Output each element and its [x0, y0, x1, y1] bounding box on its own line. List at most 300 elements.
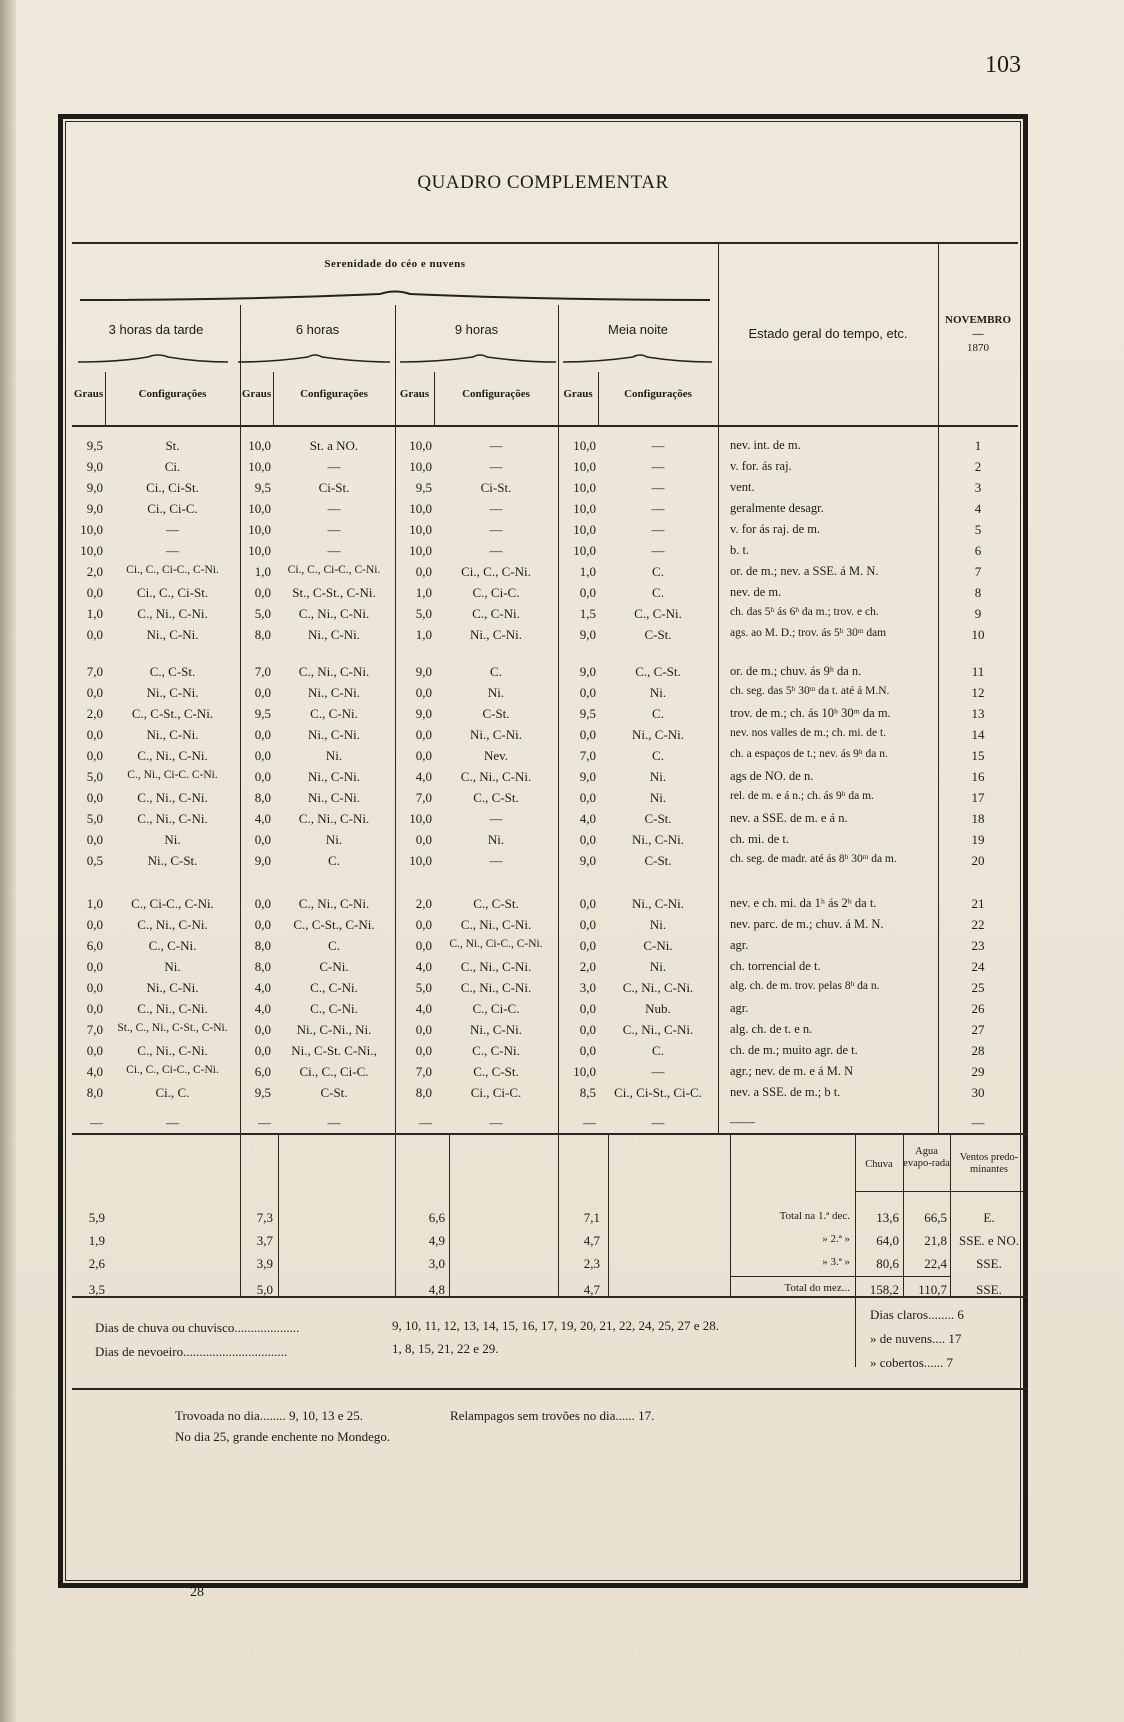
graus-6h: 10,0 — [248, 522, 271, 537]
summary-bottom-line — [72, 1296, 1028, 1298]
config-9h: Ci-St. — [480, 480, 512, 495]
config-3pm: C., Ni., C-Ni. — [137, 748, 208, 763]
graus-9h: 0,0 — [415, 727, 432, 742]
config-9h: C. — [490, 664, 502, 679]
graus-9h: 7,0 — [415, 790, 432, 805]
graus-midnight: 9,0 — [579, 627, 596, 642]
book-binding-edge — [0, 0, 16, 1722]
sum-graus-3pm: 2,6 — [88, 1256, 105, 1271]
graus-6h: 8,0 — [254, 627, 271, 642]
graus-midnight: 9,0 — [579, 853, 596, 868]
estado-geral: nev. a SSE. de m.; b t. — [730, 1085, 841, 1099]
estado-geral: or. de m.; chuv. ás 9ʰ da n. — [730, 664, 862, 678]
day-number: 27 — [971, 1022, 985, 1037]
config-midnight: C-Ni. — [643, 938, 673, 953]
estado-geral: nev. a SSE. de m. e á n. — [730, 811, 848, 825]
config-9h: Ni., C-Ni. — [470, 627, 522, 642]
graus-3pm: 6,0 — [86, 938, 103, 953]
graus-3pm: 5,0 — [86, 769, 103, 784]
graus-3pm: 0,0 — [86, 748, 103, 763]
config-6h: C., Ni., C-Ni. — [298, 896, 370, 911]
config-9h: — — [489, 811, 503, 826]
config-6h: Ni., C-Ni., Ni. — [296, 1022, 372, 1037]
graus-9h: 2,0 — [415, 896, 432, 911]
day-number: 19 — [971, 832, 985, 847]
day-number: 12 — [971, 685, 985, 700]
col-config-4: Configurações — [624, 388, 692, 400]
graus-9h: 4,0 — [415, 1001, 432, 1016]
sum-graus-9h: 4,8 — [428, 1282, 445, 1297]
day-number: 21 — [971, 896, 985, 911]
graus-midnight: 0,0 — [579, 790, 596, 805]
config-6h: Ni., C-Ni. — [308, 769, 360, 784]
config-midnight: — — [651, 480, 665, 495]
serenidade-header: Serenidade do céo e nuvens — [324, 258, 466, 270]
sum-label: » 2.ª » — [822, 1233, 850, 1245]
graus-6h: 4,0 — [254, 980, 271, 995]
graus-6h: 10,0 — [248, 501, 271, 516]
graus-9h: 0,0 — [415, 1022, 432, 1037]
config-3pm: C., Ni., C-Ni. — [137, 606, 208, 621]
config-midnight: C. — [652, 748, 664, 763]
config-9h: — — [489, 543, 503, 558]
config-midnight: C-St. — [644, 853, 672, 868]
graus-3pm: 0,0 — [86, 917, 103, 932]
graus-9h: 1,0 — [415, 585, 432, 600]
graus-6h: 0,0 — [254, 685, 271, 700]
sum-label: » 3.ª » — [822, 1256, 850, 1268]
config-6h: Ni., C-Ni. — [308, 627, 360, 642]
config-3pm: Ni. — [164, 832, 181, 847]
config-6h: C. — [328, 853, 340, 868]
config-3pm: C., Ni., C-Ni. — [137, 1001, 208, 1016]
graus-midnight: 0,0 — [579, 685, 596, 700]
config-midnight: Ci., Ci-St., Ci-C. — [614, 1085, 702, 1100]
day-number: 1 — [974, 438, 982, 453]
graus-3pm: 0,0 — [86, 585, 103, 600]
graus-midnight: — — [583, 1115, 596, 1130]
dias-claros: Dias claros........ 6 — [870, 1307, 964, 1322]
config-midnight: C-St. — [644, 811, 672, 826]
estado-geral: agr. — [730, 1001, 749, 1015]
col-graus-3: Graus — [399, 388, 430, 400]
graus-midnight: 10,0 — [573, 1064, 596, 1079]
config-midnight: — — [651, 459, 665, 474]
sum-graus-6h: 7,3 — [256, 1210, 273, 1225]
sum-divider-2b — [449, 1134, 450, 1296]
config-midnight: Ni. — [649, 790, 667, 805]
config-3pm: — — [166, 522, 179, 537]
estado-geral: trov. de m.; ch. ás 10ʰ 30ᵐ da m. — [730, 706, 891, 720]
sum-graus-6h: 3,9 — [256, 1256, 273, 1271]
sheet-number: 28 — [190, 1585, 204, 1600]
graus-midnight: 0,0 — [579, 938, 596, 953]
dias-chuva-value: 9, 10, 11, 12, 13, 14, 15, 16, 17, 19, 20, 21, 22, 24, 25, 27 e 28. — [392, 1318, 720, 1333]
config-midnight: C. — [652, 564, 664, 579]
graus-3pm: 4,0 — [86, 1064, 103, 1079]
estado-geral: ch. seg. de madr. até ás 8ʰ 30ᵐ da m. — [730, 853, 897, 865]
config-6h: C., Ni., C-Ni. — [298, 811, 370, 826]
serenidade-brace — [80, 288, 710, 302]
graus-6h: 9,5 — [254, 480, 271, 495]
sum-graus-midnight: 4,7 — [583, 1282, 600, 1297]
estado-geral: nev. parc. de m.; chuv. á M. N. — [730, 917, 884, 931]
period-9h: 9 horas — [454, 322, 499, 337]
sum-agua: 21,8 — [924, 1233, 947, 1248]
config-9h: C., C-St. — [473, 790, 519, 805]
period-midnight: Meia noite — [608, 322, 668, 337]
graus-midnight: 4,0 — [579, 811, 596, 826]
day-number: 2 — [974, 459, 982, 474]
graus-6h: 4,0 — [254, 811, 271, 826]
graus-6h: 8,0 — [254, 790, 271, 805]
graus-9h: 0,0 — [415, 685, 432, 700]
sum-graus-6h: 3,7 — [256, 1233, 273, 1248]
config-9h: C., C-St. — [473, 896, 519, 911]
graus-midnight: 0,0 — [579, 585, 596, 600]
graus-9h: 0,0 — [415, 1043, 432, 1058]
graus-9h: 7,0 — [415, 1064, 432, 1079]
config-midnight: Ni. — [649, 917, 667, 932]
config-6h: — — [327, 543, 341, 558]
graus-3pm: 1,0 — [86, 606, 103, 621]
config-9h: C., Ni., C-Ni. — [460, 769, 532, 784]
graus-9h: 10,0 — [409, 853, 432, 868]
graus-3pm: 10,0 — [80, 522, 103, 537]
config-midnight: — — [651, 543, 665, 558]
config-9h: C., Ci-C. — [472, 585, 520, 600]
sum-vento: SSE. e NO. — [959, 1233, 1019, 1248]
day-number: 18 — [971, 811, 985, 826]
config-6h: C., C-Ni. — [310, 980, 358, 995]
title-separator — [72, 242, 1018, 244]
graus-3pm: 0,0 — [86, 832, 103, 847]
config-3pm: Ni., C-Ni. — [146, 727, 199, 742]
config-3pm: Ci., C., Ci-C., C-Ni. — [126, 1064, 219, 1076]
graus-3pm: 9,0 — [86, 459, 103, 474]
graus-9h: 1,0 — [415, 627, 432, 642]
estado-geral: alg. ch. de t. e n. — [730, 1022, 813, 1036]
estado-geral: ch. a espaços de t.; nev. ás 9ʰ da n. — [730, 748, 888, 760]
day-number: 17 — [971, 790, 985, 805]
config-3pm: Ci., C. — [155, 1085, 190, 1100]
estado-geral: agr.; nev. de m. e á M. N — [730, 1064, 854, 1078]
sum-agua: 110,7 — [918, 1282, 947, 1297]
config-6h: Ci-St. — [318, 480, 350, 495]
sum-label: Total do mez... — [784, 1282, 850, 1294]
graus-3pm: 7,0 — [86, 1022, 103, 1037]
col-graus-1: Graus — [73, 388, 104, 400]
config-9h: Nev. — [483, 748, 509, 763]
graus-midnight: 10,0 — [573, 459, 596, 474]
day-number: 5 — [974, 522, 982, 537]
sum-chuva: 13,6 — [876, 1210, 899, 1225]
config-midnight: Ni. — [649, 685, 667, 700]
graus-3pm: 0,0 — [86, 959, 103, 974]
note-trovoada: Trovoada no dia........ 9, 10, 13 e 25. — [175, 1408, 364, 1423]
config-midnight: Ni. — [649, 959, 667, 974]
graus-midnight: 10,0 — [573, 501, 596, 516]
table-title: QUADRO COMPLEMENTAR — [417, 172, 669, 193]
graus-9h: 10,0 — [409, 438, 432, 453]
dias-nevoeiro-value: 1, 8, 15, 21, 22 e 29. — [392, 1341, 499, 1356]
config-6h: C-St. — [320, 1085, 348, 1100]
graus-midnight: 0,0 — [579, 1043, 596, 1058]
estado-geral: ags de NO. de n. — [730, 769, 814, 783]
sum-head-line — [855, 1191, 1028, 1192]
graus-6h: 0,0 — [254, 1022, 271, 1037]
estado-geral: ch. torrencial de t. — [730, 959, 821, 973]
estado-geral: alg. ch. de m. trov. pelas 8ʰ da n. — [730, 980, 880, 992]
config-3pm: C., Ni., C-Ni. — [137, 917, 208, 932]
config-3pm: Ci., Ci-St. — [146, 480, 199, 495]
config-6h: — — [327, 1115, 341, 1130]
month-header — [938, 313, 1018, 355]
summary-top-line — [72, 1133, 1028, 1135]
graus-9h: 9,5 — [415, 480, 432, 495]
estado-geral: —— — [730, 1115, 755, 1129]
day-number: 7 — [974, 564, 982, 579]
config-6h: Ni., C-Ni. — [308, 790, 360, 805]
day-number: 28 — [971, 1043, 985, 1058]
period-braces — [78, 352, 712, 364]
graus-9h: 9,0 — [415, 664, 432, 679]
graus-6h: 10,0 — [248, 543, 271, 558]
graus-9h: 5,0 — [415, 980, 432, 995]
config-6h: C. — [328, 938, 340, 953]
day-number: 14 — [971, 727, 985, 742]
config-6h: — — [327, 501, 341, 516]
config-9h: — — [489, 459, 503, 474]
graus-3pm: 1,0 — [86, 896, 103, 911]
config-3pm: St., C., Ni., C-St., C-Ni. — [117, 1022, 228, 1034]
config-midnight: — — [651, 438, 665, 453]
config-3pm: Ni., C-St. — [147, 853, 198, 868]
note-relampagos: Relampagos sem trovões no dia...... 17. — [450, 1408, 655, 1423]
sum-label: Total na 1.ª dec. — [779, 1210, 850, 1222]
graus-midnight: 9,0 — [579, 769, 596, 784]
config-3pm: — — [166, 1115, 179, 1130]
estado-geral: ch. mi. de t. — [730, 832, 790, 846]
graus-3pm: 0,0 — [86, 627, 103, 642]
sum-vento: SSE. — [976, 1256, 1002, 1271]
sum-graus-9h: 3,0 — [428, 1256, 445, 1271]
config-3pm: C., Ni., C-Ni. — [137, 790, 208, 805]
graus-midnight: 9,5 — [579, 706, 596, 721]
estado-geral: vent. — [730, 480, 755, 494]
dias-chuva-label: Dias de chuva ou chuvisco.................... — [95, 1320, 300, 1335]
graus-midnight: 8,5 — [579, 1085, 596, 1100]
estado-geral: geralmente desagr. — [730, 501, 824, 515]
config-midnight: Ni., C-Ni. — [632, 896, 684, 911]
config-9h: — — [489, 1115, 503, 1130]
graus-9h: 10,0 — [409, 522, 432, 537]
day-number: 10 — [971, 627, 985, 642]
graus-9h: 0,0 — [415, 564, 432, 579]
config-midnight: C. — [652, 1043, 664, 1058]
estado-geral: nev. int. de m. — [730, 438, 801, 452]
config-3pm: Ni. — [164, 959, 181, 974]
graus-midnight: 7,0 — [579, 748, 596, 763]
day-number: 15 — [971, 748, 985, 763]
config-9h: Ci., C., C-Ni. — [461, 564, 531, 579]
month-year: 1870 — [967, 342, 989, 354]
config-3pm: C., Ni., Ci-C. C-Ni. — [127, 769, 218, 781]
graus-3pm: 8,0 — [86, 1085, 103, 1100]
config-3pm: Ni., C-Ni. — [146, 685, 199, 700]
sum-graus-9h: 6,6 — [428, 1210, 445, 1225]
config-3pm: St. — [165, 438, 180, 453]
graus-9h: 10,0 — [409, 543, 432, 558]
graus-3pm: 9,5 — [86, 438, 103, 453]
agua-header: Agua evapo-rada — [903, 1146, 950, 1169]
graus-9h: 9,0 — [415, 706, 432, 721]
config-6h: C., C-St., C-Ni. — [293, 917, 375, 932]
config-midnight: C-St. — [644, 627, 672, 642]
graus-3pm: 0,0 — [86, 685, 103, 700]
day-number: 26 — [971, 1001, 985, 1016]
graus-midnight: 0,0 — [579, 832, 596, 847]
config-6h: Ni., C-Ni. — [308, 685, 360, 700]
day-number: 20 — [971, 853, 985, 868]
graus-3pm: — — [90, 1115, 103, 1130]
config-9h: C., C-Ni. — [472, 606, 520, 621]
config-9h: C-St. — [482, 706, 510, 721]
notes-top-line — [72, 1388, 1028, 1390]
config-midnight: C. — [652, 706, 664, 721]
config-3pm: Ci., C., Ci-St. — [136, 585, 209, 600]
graus-6h: 0,0 — [254, 917, 271, 932]
estado-geral: agr. — [730, 938, 749, 952]
graus-3pm: 0,0 — [86, 1043, 103, 1058]
day-number: 11 — [971, 664, 985, 679]
graus-midnight: 0,0 — [579, 727, 596, 742]
sum-agua: 22,4 — [924, 1256, 947, 1271]
config-6h: St., C-St., C-Ni. — [292, 585, 376, 600]
graus-9h: 10,0 — [409, 501, 432, 516]
graus-3pm: 5,0 — [86, 811, 103, 826]
day-number: 25 — [971, 980, 985, 995]
graus-midnight: 10,0 — [573, 543, 596, 558]
day-number: 29 — [971, 1064, 985, 1079]
graus-6h: 0,0 — [254, 1043, 271, 1058]
graus-6h: 7,0 — [254, 664, 271, 679]
config-9h: C., Ni., C-Ni. — [460, 917, 532, 932]
config-midnight: C., Ni., C-Ni. — [622, 980, 694, 995]
config-3pm: C., Ci-C., C-Ni. — [131, 896, 214, 911]
day-number: 4 — [974, 501, 982, 516]
estado-column-divider — [718, 243, 719, 1133]
graus-midnight: 2,0 — [579, 959, 596, 974]
estado-geral: v. for. ás raj. — [730, 459, 792, 473]
header-bottom-line — [72, 425, 1018, 427]
graus-9h: 4,0 — [415, 959, 432, 974]
day-number: 30 — [971, 1085, 985, 1100]
day-number: 16 — [971, 769, 985, 784]
col-config-1: Configurações — [138, 388, 207, 400]
estado-geral: b. t. — [730, 543, 750, 557]
config-9h: — — [489, 522, 503, 537]
month-dash: — — [972, 328, 984, 340]
config-9h: C., C-Ni. — [472, 1043, 520, 1058]
graus-6h: 8,0 — [254, 959, 271, 974]
graus-midnight: 10,0 — [573, 438, 596, 453]
graus-midnight: 0,0 — [579, 1022, 596, 1037]
graus-midnight: 3,0 — [579, 980, 596, 995]
config-6h: C., Ni., C-Ni. — [298, 606, 370, 621]
config-9h: Ni. — [487, 685, 505, 700]
config-midnight: — — [651, 501, 665, 516]
config-9h: Ci., Ci-C. — [470, 1085, 522, 1100]
estado-geral: nev. de m. — [730, 585, 782, 599]
graus-9h: 0,0 — [415, 832, 432, 847]
day-number: 8 — [974, 585, 982, 600]
sum-graus-3pm: 1,9 — [88, 1233, 105, 1248]
config-9h: C., Ni., Ci-C., C-Ni. — [449, 938, 543, 950]
sum-divider-3b — [608, 1134, 609, 1296]
config-6h: C., C-Ni. — [310, 1001, 358, 1016]
graus-midnight: 1,5 — [579, 606, 596, 621]
config-3pm: — — [166, 543, 179, 558]
graus-3pm: 7,0 — [86, 664, 103, 679]
config-3pm: C., C-Ni. — [148, 938, 197, 953]
estado-geral: ch. das 5ʰ ás 6ʰ da m.; trov. e ch. — [730, 606, 879, 618]
estado-geral: rel. de m. e á n.; ch. ás 9ʰ da m. — [730, 790, 874, 802]
sum-vento: E. — [983, 1210, 995, 1225]
col-config-3: Configurações — [462, 388, 530, 400]
sum-graus-3pm: 5,9 — [88, 1210, 105, 1225]
config-midnight: C. — [652, 585, 664, 600]
config-9h: — — [489, 501, 503, 516]
config-6h: Ni., C-Ni. — [308, 727, 360, 742]
graus-6h: 0,0 — [254, 832, 271, 847]
config-midnight: C., C-St. — [635, 664, 681, 679]
graus-6h: 5,0 — [254, 606, 271, 621]
graus-6h: 6,0 — [254, 1064, 271, 1079]
dias-nuvens: » de nuvens.... 17 — [870, 1331, 962, 1346]
config-6h: — — [327, 459, 341, 474]
day-number: 22 — [971, 917, 985, 932]
graus-9h: — — [419, 1115, 432, 1130]
sum-vento: SSE. — [976, 1282, 1002, 1297]
day-number: 23 — [971, 938, 985, 953]
col-graus-4: Graus — [563, 388, 593, 400]
graus-6h: 10,0 — [248, 459, 271, 474]
month-name: NOVEMBRO — [945, 314, 1011, 326]
graus-9h: 5,0 — [415, 606, 432, 621]
graus-9h: 0,0 — [415, 917, 432, 932]
sum-chuva: 80,6 — [876, 1256, 899, 1271]
config-6h: C-Ni. — [319, 959, 349, 974]
graus-midnight: 10,0 — [573, 480, 596, 495]
period-3pm: 3 horas da tarde — [108, 322, 204, 337]
graus-midnight: 0,0 — [579, 896, 596, 911]
config-midnight: — — [651, 522, 665, 537]
config-6h: Ci., C., Ci-C., C-Ni. — [287, 564, 381, 576]
config-6h: Ni., C-St. C-Ni., — [291, 1043, 377, 1058]
sum-agua: 66,5 — [924, 1210, 947, 1225]
config-6h: Ni. — [325, 832, 343, 847]
estado-geral: nev. nos valles de m.; ch. mi. de t. — [730, 727, 887, 739]
sum-graus-3pm: 3,5 — [88, 1282, 105, 1297]
graus-6h: — — [258, 1115, 271, 1130]
estado-geral: nev. e ch. mi. da 1ʰ ás 2ʰ da t. — [730, 896, 877, 910]
graus-3pm: 9,0 — [86, 480, 103, 495]
day-number: — — [971, 1115, 985, 1130]
config-6h: C., Ni., C-Ni. — [298, 664, 370, 679]
graus-6h: 8,0 — [254, 938, 271, 953]
graus-3pm: 2,0 — [86, 564, 103, 579]
